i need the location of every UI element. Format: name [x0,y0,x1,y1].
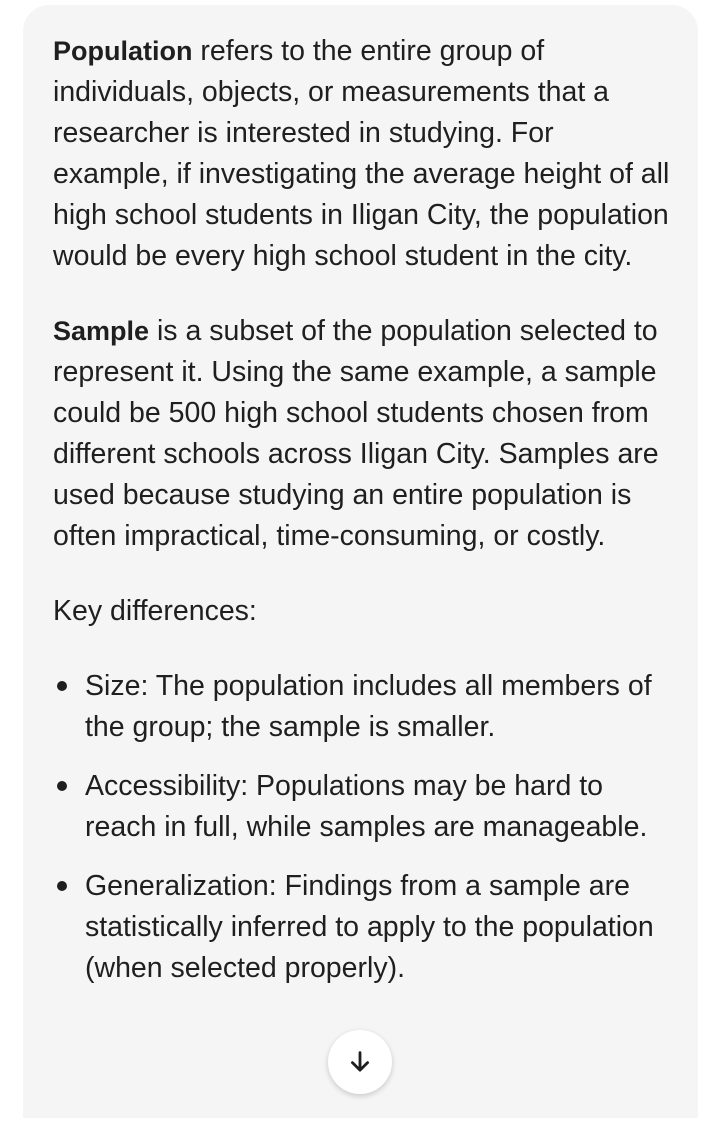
scroll-to-bottom-button[interactable] [328,1030,392,1094]
response-content [53,31,673,1007]
list-item-text: Accessibility: Populations may be hard to reach in full, while samples are manageable. [85,770,648,843]
sample-paragraph [53,311,673,557]
population-term: Population [53,36,193,66]
key-differences-heading: Key differences: [53,595,257,627]
bullet-icon [57,781,67,791]
population-definition: refers to the entire group of individuals, objects, or measurements that a researcher is interested in studying. For example, if investigating the average height of all high school students in Iligan City, the population would be every high school student in the city. [53,35,670,272]
sample-definition: is a subset of the population selected to represent it. Using the same example, a sample could be 500 high school students chosen from different schools across Iligan City. Samples are used because studying an entire population is often impractical, time-consuming, or costly. [53,315,659,552]
list-item-text: Size: The population includes all members of the group; the sample is smaller. [85,670,652,743]
key-differences-list [53,666,673,989]
bullet-icon [57,681,67,691]
response-card [23,5,698,1118]
list-item-text: Generalization: Findings from a sample are statistically inferred to apply to the population (when selected properly). [85,870,654,984]
list-item [53,866,673,989]
list-item [53,766,673,848]
population-paragraph [53,31,673,277]
bullet-icon [57,881,67,891]
arrow-down-icon [346,1048,374,1076]
list-item [53,666,673,748]
sample-term: Sample [53,316,150,346]
